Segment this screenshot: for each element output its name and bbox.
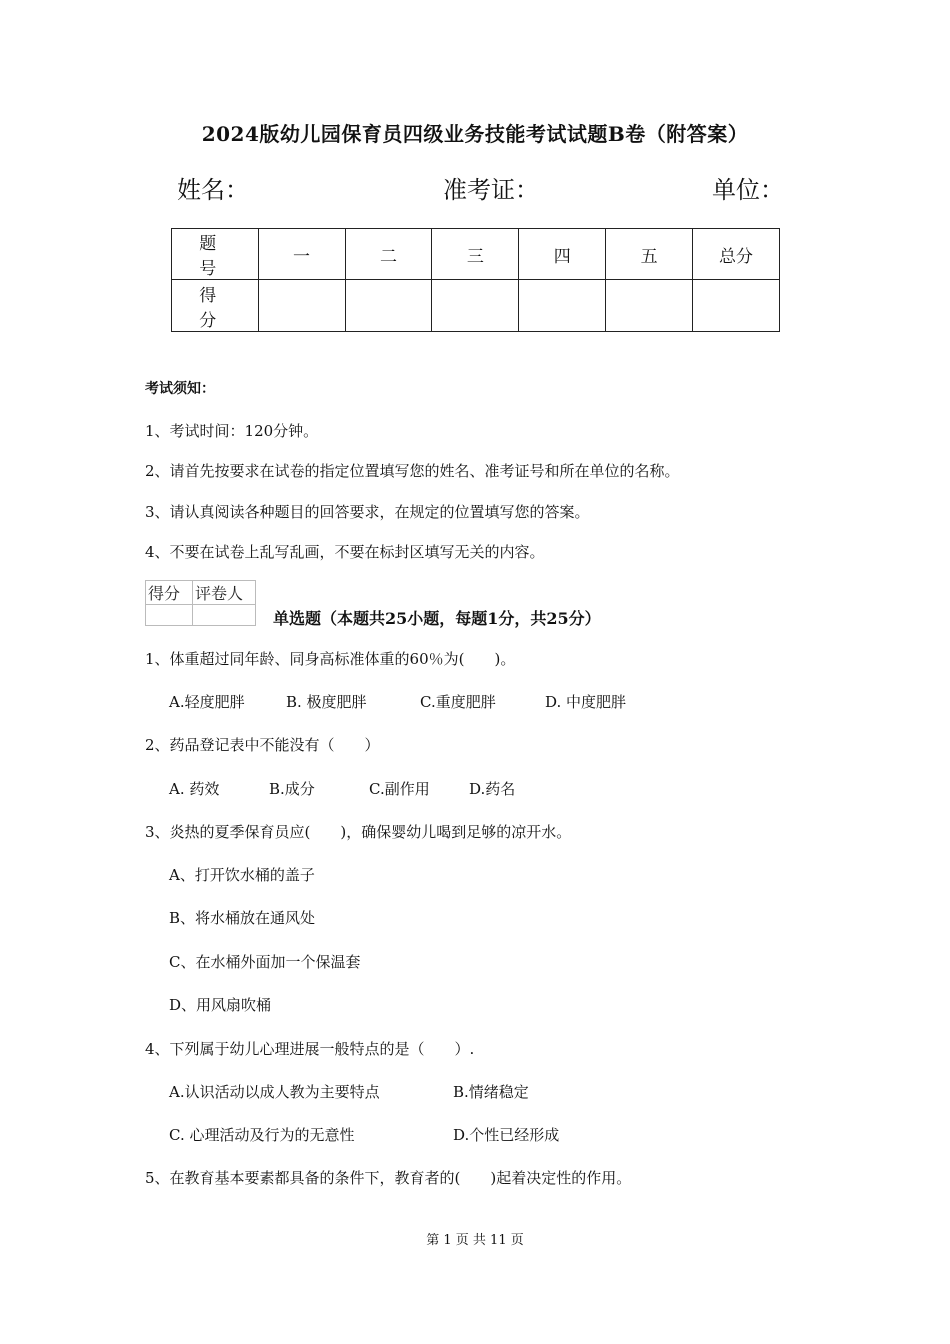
- name-field-label: 姓名：: [177, 176, 249, 204]
- score-table: [171, 228, 780, 332]
- exam-id-field-label: 准考证：: [443, 176, 539, 204]
- question-option: B、将水桶放在通风处: [169, 909, 316, 927]
- score-table-score-row: [172, 280, 780, 332]
- document-title: 2024版幼儿园保育员四级业务技能考试试题B卷（附答案）: [201, 122, 749, 146]
- score-cell[interactable]: [606, 280, 693, 332]
- question-option: D、用风扇吹桶: [169, 996, 272, 1014]
- score-row-label: 得 分: [172, 280, 259, 332]
- question-option: B. 极度肥胖: [286, 693, 367, 711]
- question-stem: 4、下列属于幼儿心理进展一般特点的是（ ）.: [145, 1040, 475, 1058]
- question-option: C.重度肥胖: [420, 693, 496, 711]
- score-header-1: 一: [258, 229, 345, 280]
- score-header-question-no: 题 号: [172, 229, 259, 280]
- unit-field-label: 单位：: [712, 176, 784, 204]
- question-stem: 1、体重超过同年龄、同身高标准体重的60％为( )。: [145, 650, 516, 668]
- grader-score-label: 得分: [146, 581, 193, 605]
- score-cell[interactable]: [432, 280, 519, 332]
- notice-item: 1、考试时间：120分钟。: [145, 422, 319, 440]
- notice-item: 2、请首先按要求在试卷的指定位置填写您的姓名、准考证号和所在单位的名称。: [145, 462, 680, 480]
- question-option: A、打开饮水桶的盖子: [169, 866, 315, 884]
- score-cell-total[interactable]: [693, 280, 780, 332]
- question-option: B.成分: [269, 780, 315, 798]
- section-title: 单选题（本题共25小题，每题1分，共25分）: [273, 609, 601, 628]
- question-option: A.认识活动以成人教为主要特点: [169, 1083, 380, 1101]
- notice-item: 3、请认真阅读各种题目的回答要求，在规定的位置填写您的答案。: [145, 503, 590, 521]
- question-option: A.轻度肥胖: [169, 693, 245, 711]
- grader-score-cell[interactable]: [146, 605, 193, 626]
- notice-heading: 考试须知：: [145, 381, 215, 397]
- question-stem: 2、药品登记表中不能没有（ ）: [145, 736, 380, 754]
- question-option: C.副作用: [369, 780, 430, 798]
- grader-reviewer-cell[interactable]: [193, 605, 256, 626]
- question-option: B.情绪稳定: [453, 1083, 529, 1101]
- question-stem: 3、炎热的夏季保育员应( )，确保婴幼儿喝到足够的凉开水。: [145, 823, 572, 841]
- score-header-3: 三: [432, 229, 519, 280]
- question-option: C. 心理活动及行为的无意性: [169, 1126, 355, 1144]
- question-option: D. 中度肥胖: [545, 693, 627, 711]
- score-header-4: 四: [519, 229, 606, 280]
- question-option: D.个性已经形成: [453, 1126, 560, 1144]
- score-header-5: 五: [606, 229, 693, 280]
- question-stem: 5、在教育基本要素都具备的条件下，教育者的( )起着决定性的作用。: [145, 1169, 632, 1187]
- notice-item: 4、不要在试卷上乱写乱画，不要在标封区填写无关的内容。: [145, 543, 545, 561]
- score-header-2: 二: [345, 229, 432, 280]
- question-option: A. 药效: [169, 780, 220, 798]
- grader-reviewer-label: 评卷人: [193, 581, 256, 605]
- score-table-header-row: [172, 229, 780, 280]
- score-cell[interactable]: [345, 280, 432, 332]
- question-option: C、在水桶外面加一个保温套: [169, 953, 361, 971]
- score-cell[interactable]: [258, 280, 345, 332]
- score-header-total: 总分: [693, 229, 780, 280]
- score-cell[interactable]: [519, 280, 606, 332]
- question-option: D.药名: [469, 780, 516, 798]
- grader-box: [145, 580, 256, 626]
- page-footer: 第 1 页 共 11 页: [426, 1233, 524, 1248]
